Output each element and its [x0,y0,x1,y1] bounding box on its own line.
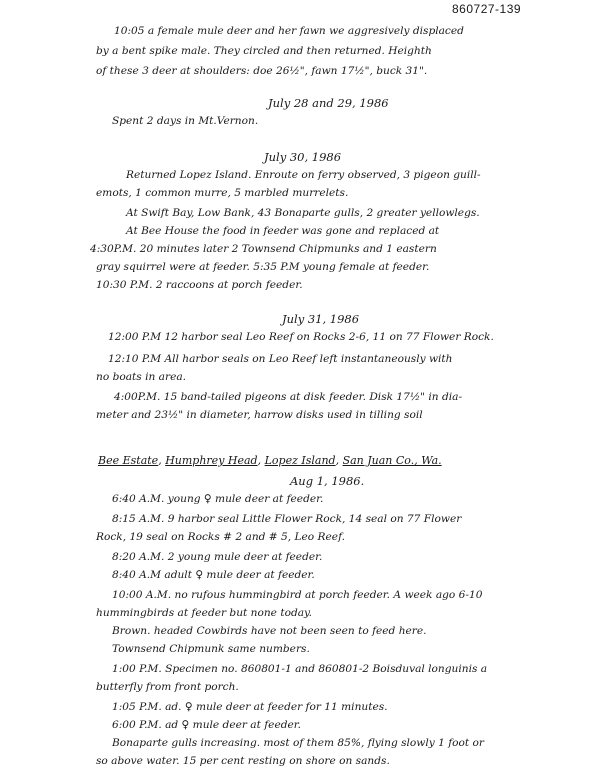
note-line: butterfly from front porch. [96,681,239,693]
note-line: meter and 23½" in diameter, harrow disks used in tilling soil [96,409,423,421]
note-line: 6:00 P.M. ad ♀ mule deer at feeder. [112,719,302,731]
note-line: 4:00P.M. 15 band-tailed pigeons at disk feeder. Disk 17½" in dia- [114,391,463,403]
note-line: 10:00 A.M. no rufous hummingbird at porch feeder. A week ago 6-10 [112,589,483,601]
note-line: so above water. 15 per cent resting on shore on sands. [96,755,390,767]
note-line: 12:00 P.M 12 harbor seal Leo Reef on Rocks 2-6, 11 on 77 Flower Rock. [108,331,494,343]
location-island: Lopez Island [264,454,336,467]
note-line: by a bent spike male. They circled and then returned. Heighth [96,45,432,57]
note-line: 8:40 A.M adult ♀ mule deer at feeder. [112,569,315,581]
note-line: Rock, 19 seal on Rocks # 2 and # 5, Leo Reef. [96,531,345,543]
note-line: Townsend Chipmunk same numbers. [112,643,310,655]
location-header: Bee Estate, Humphrey Head, Lopez Island, San Juan Co., Wa. [98,454,442,467]
note-line: Bonaparte gulls increasing. most of them 85%, flying slowly 1 foot or [112,737,484,749]
date-heading: July 30, 1986 [264,150,342,164]
location-estate: Bee Estate [98,454,159,467]
location-county: San Juan Co., Wa. [342,454,442,467]
location-head: Humphrey Head [165,454,258,467]
note-line: At Bee House the food in feeder was gone and replaced at [126,225,440,237]
note-line: 6:40 A.M. young ♀ mule deer at feeder. [112,493,324,505]
note-line: 10:05 a female mule deer and her fawn we aggresively displaced [114,25,464,37]
note-line: gray squirrel were at feeder. 5:35 P.M young female at feeder. [96,261,430,273]
catalog-number: 860727-139 [452,2,522,16]
note-line: 1:00 P.M. Specimen no. 860801-1 and 860801-2 Boisduval longuinis a [112,663,488,675]
note-line: 1:05 P.M. ad. ♀ mule deer at feeder for 11 minutes. [112,701,388,713]
note-line: Brown. headed Cowbirds have not been seen to feed here. [112,625,427,637]
note-line: 8:15 A.M. 9 harbor seal Little Flower Rock, 14 seal on 77 Flower [112,513,462,525]
note-line: Spent 2 days in Mt.Vernon. [112,115,259,127]
date-heading: July 31, 1986 [282,312,360,326]
note-line: At Swift Bay, Low Bank, 43 Bonaparte gulls, 2 greater yellowlegs. [126,207,480,219]
note-line: 4:30P.M. 20 minutes later 2 Townsend Chipmunks and 1 eastern [90,243,437,255]
note-line: of these 3 deer at shoulders: doe 26½", fawn 17½", buck 31". [96,65,428,77]
note-line: no boats in area. [96,371,187,383]
note-line: Returned Lopez Island. Enroute on ferry observed, 3 pigeon guill- [126,169,481,181]
note-line: emots, 1 common murre, 5 marbled murrelets. [96,187,349,199]
note-line: 8:20 A.M. 2 young mule deer at feeder. [112,551,323,563]
note-line: 10:30 P.M. 2 raccoons at porch feeder. [96,279,303,291]
note-line: hummingbirds at feeder but none today. [96,607,312,619]
date-heading: Aug 1, 1986. [290,474,365,488]
note-line: 12:10 P.M All harbor seals on Leo Reef left instantaneously with [108,353,453,365]
date-heading: July 28 and 29, 1986 [268,96,389,110]
